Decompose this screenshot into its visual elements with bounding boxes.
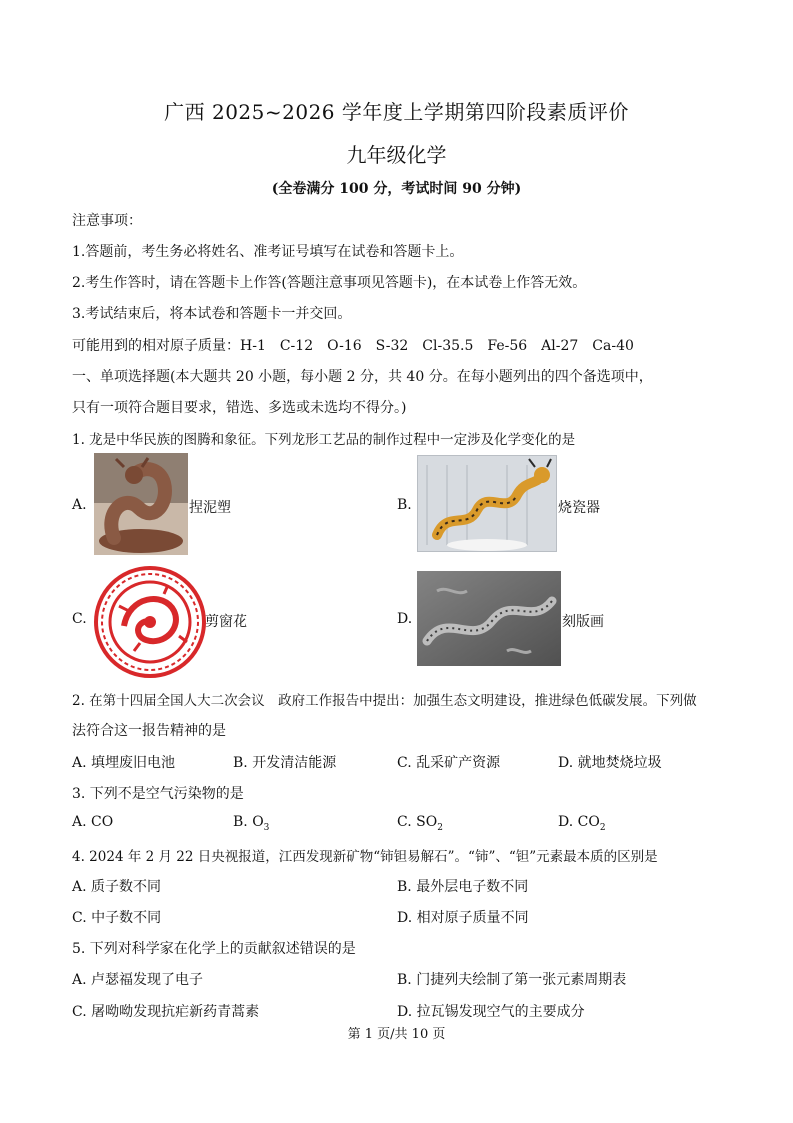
q2-stem-line1: 2. 在第十四届全国人大二次会议 政府工作报告中提出：加强生态文明建设，推进绿色低碳发展。下列做	[72, 693, 697, 709]
notice-item-3: 3.考试结束后，将本试卷和答题卡一并交回。	[72, 306, 352, 322]
q2-option-d: D. 就地焚烧垃圾	[558, 755, 662, 771]
exam-title: 广西 2025~2026 学年度上学期第四阶段素质评价	[164, 100, 629, 124]
q1-option-b-letter: B.	[397, 497, 412, 513]
page-number: 第 1 页/共 10 页	[347, 1027, 446, 1042]
exam-note: (全卷满分 100 分，考试时间 90 分钟)	[271, 181, 522, 197]
q4-option-c: C. 中子数不同	[72, 910, 162, 926]
q5-option-b: B. 门捷列夫绘制了第一张元素周期表	[397, 972, 627, 988]
q5-option-d: D. 拉瓦锡发现空气的主要成分	[397, 1004, 585, 1020]
atomic-masses: 可能用到的相对原子质量：H-1 C-12 O-16 S-32 Cl-35.5 Fe-56 Al-27 Ca-40	[72, 338, 634, 354]
q4-option-a: A. 质子数不同	[72, 879, 162, 895]
q2-option-b: B. 开发清洁能源	[233, 755, 337, 771]
section1-line1: 一、单项选择题(本大题共 20 小题，每小题 2 分，共 40 分。在每小题列出的四个备选项中，	[72, 369, 653, 385]
q3-option-c: C. $SO_2$	[397, 814, 443, 833]
clay-dragon-image	[94, 453, 188, 555]
notice-item-2: 2.考生作答时，请在答题卡上作答(答题注意事项见答题卡)，在本试卷上作答无效。	[72, 275, 587, 291]
q3-option-a: A. CO	[72, 814, 114, 830]
section1-line2: 只有一项符合题目要求，错选、多选或未选均不得分。)	[72, 400, 407, 416]
q2-option-a: A. 填埋废旧电池	[72, 755, 176, 771]
q1-option-b-text: 烧瓷器	[558, 500, 600, 516]
notice-item-1: 1.答题前，考生务必将姓名、准考证号填写在试卷和答题卡上。	[72, 244, 464, 260]
notice-heading: 注意事项：	[72, 213, 142, 229]
q5-stem: 5. 下列对科学家在化学上的贡献叙述错误的是	[72, 941, 356, 957]
q2-option-c: C. 乱采矿产资源	[397, 755, 501, 771]
q1-option-a-text: 捏泥塑	[189, 500, 231, 516]
q1-option-c-letter: C.	[72, 611, 87, 627]
q2-stem-line2: 法符合这一报告精神的是	[72, 723, 226, 739]
q1-option-d-text: 刻版画	[562, 614, 604, 630]
q1-option-c-text: 剪窗花	[205, 614, 247, 630]
q5-option-a: A. 卢瑟福发现了电子	[72, 972, 204, 988]
q3-stem: 3. 下列不是空气污染物的是	[72, 786, 244, 802]
porcelain-dragon-image	[417, 455, 557, 552]
q3-option-d: D. $CO_2$	[558, 814, 606, 833]
q4-stem: 4. 2024 年 2 月 22 日央视报道，江西发现新矿物“铈钽易解石”。“铈”、“钽”元素最本质的区别是	[72, 849, 658, 865]
q4-option-b: B. 最外层电子数不同	[397, 879, 529, 895]
q1-option-a-letter: A.	[72, 497, 87, 513]
q5-option-c: C. 屠呦呦发现抗疟新药青蒿素	[72, 1004, 260, 1020]
exam-subtitle: 九年级化学	[346, 143, 447, 167]
relief-dragon-image	[417, 571, 561, 666]
q3-option-b: B. $O_3$	[233, 814, 270, 833]
q4-option-d: D. 相对原子质量不同	[397, 910, 529, 926]
q1-option-d-letter: D.	[397, 611, 413, 627]
papercut-dragon-image	[94, 566, 206, 678]
q1-stem: 1. 龙是中华民族的图腾和象征。下列龙形工艺品的制作过程中一定涉及化学变化的是	[72, 432, 576, 448]
